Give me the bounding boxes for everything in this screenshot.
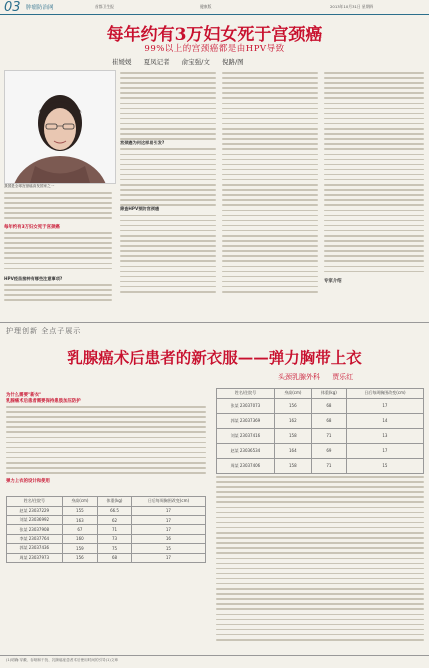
table-row bbox=[217, 413, 424, 428]
table-cell: 17 bbox=[131, 525, 205, 534]
byline-3: 俞宝强/文 bbox=[181, 58, 210, 66]
table-row bbox=[217, 398, 424, 413]
page-number: 03 bbox=[4, 0, 21, 15]
table-cell: 李某 23037764 bbox=[7, 534, 63, 543]
sub-heading-3: 弹力上衣的设计和使用 bbox=[6, 479, 50, 484]
table-cell: 156 bbox=[62, 553, 98, 562]
table-cell: 15 bbox=[131, 544, 205, 553]
table-row bbox=[7, 506, 206, 515]
results-table-left bbox=[6, 496, 206, 563]
table-cell: 17 bbox=[131, 553, 205, 562]
article2-title: 乳腺癌术后患者的新衣服——弹力胸带上衣 bbox=[67, 348, 362, 367]
table-cell: 66.5 bbox=[98, 506, 132, 515]
table-cell: 68 bbox=[311, 398, 346, 413]
table-cell: 17 bbox=[131, 506, 205, 515]
page-header bbox=[0, 0, 429, 15]
table-cell: 赵某 23036534 bbox=[217, 443, 275, 458]
table-cell: 郭某 23037369 bbox=[217, 413, 275, 428]
table-header-cell: 姓名/住院号 bbox=[7, 497, 63, 507]
table-row bbox=[217, 428, 424, 443]
table-cell: 17 bbox=[346, 443, 423, 458]
table-cell: 周某 23037406 bbox=[217, 458, 275, 473]
article2-right-text bbox=[216, 476, 424, 644]
sub-heading-2: 乳腺癌术后患者需要保持患肢加压防护 bbox=[6, 399, 81, 404]
section-name: 肿瘤防治网 bbox=[26, 5, 54, 11]
q-heading-2: 筛查HPV预防宫颈癌 bbox=[120, 206, 216, 212]
table-cell: 156 bbox=[274, 398, 311, 413]
table-header-cell: 体重(kg) bbox=[311, 389, 346, 399]
header-meta-right: 2013年10月31日 星期四 bbox=[330, 4, 374, 9]
table-cell: 15 bbox=[346, 458, 423, 473]
table-cell: 163 bbox=[62, 515, 98, 524]
byline-4: 倪路/图 bbox=[221, 58, 244, 66]
photo-caption bbox=[4, 184, 112, 188]
table-row bbox=[217, 443, 424, 458]
expert-heading: 专家介绍 bbox=[324, 278, 424, 284]
byline-1: 崔媛媛 bbox=[112, 58, 132, 66]
table-cell: 周某 23037973 bbox=[7, 553, 63, 562]
article1-bylines bbox=[112, 57, 412, 67]
table-cell: 73 bbox=[98, 534, 132, 543]
table-header-cell: 姓名/住院号 bbox=[217, 389, 275, 399]
table-row bbox=[7, 515, 206, 524]
table-cell: 71 bbox=[311, 458, 346, 473]
sub-heading-1: 为什么需要"新衣" bbox=[6, 393, 42, 398]
table-cell: 68 bbox=[98, 553, 132, 562]
table-cell: 62 bbox=[98, 515, 132, 524]
table-cell: 67 bbox=[62, 525, 98, 534]
left-column-text-1 bbox=[4, 192, 112, 223]
left-column-text-2 bbox=[4, 232, 112, 273]
table-cell: 14 bbox=[346, 413, 423, 428]
table-cell: 71 bbox=[311, 428, 346, 443]
column4-text bbox=[324, 72, 424, 276]
footer-text: (1)明确:穿戴、吞咽和干扰、乳腺癌症患者术后使用时间的引导(1)文章 bbox=[6, 658, 119, 662]
table-cell: 71 bbox=[98, 525, 132, 534]
table-header-row bbox=[217, 389, 424, 399]
header-edition: 健康版 bbox=[200, 4, 212, 9]
column2-text bbox=[120, 72, 216, 296]
table-row bbox=[217, 458, 424, 473]
table-header-cell: 身高(cm) bbox=[62, 497, 98, 507]
table-cell: 159 bbox=[62, 544, 98, 553]
table-cell: 68 bbox=[311, 413, 346, 428]
table-row bbox=[7, 525, 206, 534]
doctor-photo bbox=[4, 70, 116, 184]
column3-text bbox=[222, 72, 318, 296]
table-cell: 刘某 23036992 bbox=[7, 515, 63, 524]
photo-caption-lead: 我国是全球宫颈癌高发国家之一 bbox=[4, 184, 55, 188]
article2-author bbox=[278, 372, 353, 382]
table-cell: 155 bbox=[62, 506, 98, 515]
header-meta-left: 首都卫生报 bbox=[95, 4, 114, 9]
article1-title: 每年约有3万妇女死于宫颈癌 bbox=[106, 25, 323, 45]
table-cell: 162 bbox=[274, 413, 311, 428]
left-column-text-3 bbox=[4, 284, 112, 304]
table-cell: 160 bbox=[62, 534, 98, 543]
table-cell: 164 bbox=[274, 443, 311, 458]
table-cell: 张某 23037073 bbox=[217, 398, 275, 413]
article2-kicker: 护理创新 全点子展示 bbox=[6, 327, 82, 335]
table-header-cell: 日后每周胸围改变(cm) bbox=[346, 389, 423, 399]
author-dept: 头颈乳腺外科 bbox=[278, 373, 320, 381]
table-cell: 张某 23037908 bbox=[7, 525, 63, 534]
table-cell: 13 bbox=[346, 428, 423, 443]
table-cell: 17 bbox=[346, 398, 423, 413]
byline-2: 夏凤记者 bbox=[143, 58, 170, 66]
table-cell: 75 bbox=[98, 544, 132, 553]
table-cell: 17 bbox=[131, 515, 205, 524]
section-divider bbox=[0, 322, 429, 323]
author-name: 贾乐红 bbox=[332, 373, 354, 381]
q-heading-1: 宫颈癌为何这样易引发? bbox=[120, 140, 216, 146]
table-row bbox=[7, 553, 206, 562]
table-cell: 郭某 23037436 bbox=[7, 544, 63, 553]
article1-subtitle: 99%以上的宫颈癌都是由HPV导致 bbox=[144, 44, 285, 54]
footer-divider bbox=[0, 655, 429, 656]
table-cell: 158 bbox=[274, 428, 311, 443]
results-table-right bbox=[216, 388, 424, 474]
table-cell: 赵某 23037229 bbox=[7, 506, 63, 515]
hpv-vaccine-heading: HPV疫苗接种有哪些注意事项? bbox=[4, 276, 63, 281]
article2-left-text bbox=[6, 406, 206, 477]
table-header-cell: 日后每周胸围改变(cm) bbox=[131, 497, 205, 507]
table-row bbox=[7, 544, 206, 553]
table-header-cell: 体重(kg) bbox=[98, 497, 132, 507]
table-header-cell: 身高(cm) bbox=[274, 389, 311, 399]
table-cell: 刘某 23037416 bbox=[217, 428, 275, 443]
table-header-row bbox=[7, 497, 206, 507]
table-cell: 158 bbox=[274, 458, 311, 473]
table-cell: 16 bbox=[131, 534, 205, 543]
callout-heading: 每年约有3万妇女死于宫颈癌 bbox=[4, 225, 60, 230]
table-row bbox=[7, 534, 206, 543]
table-cell: 69 bbox=[311, 443, 346, 458]
